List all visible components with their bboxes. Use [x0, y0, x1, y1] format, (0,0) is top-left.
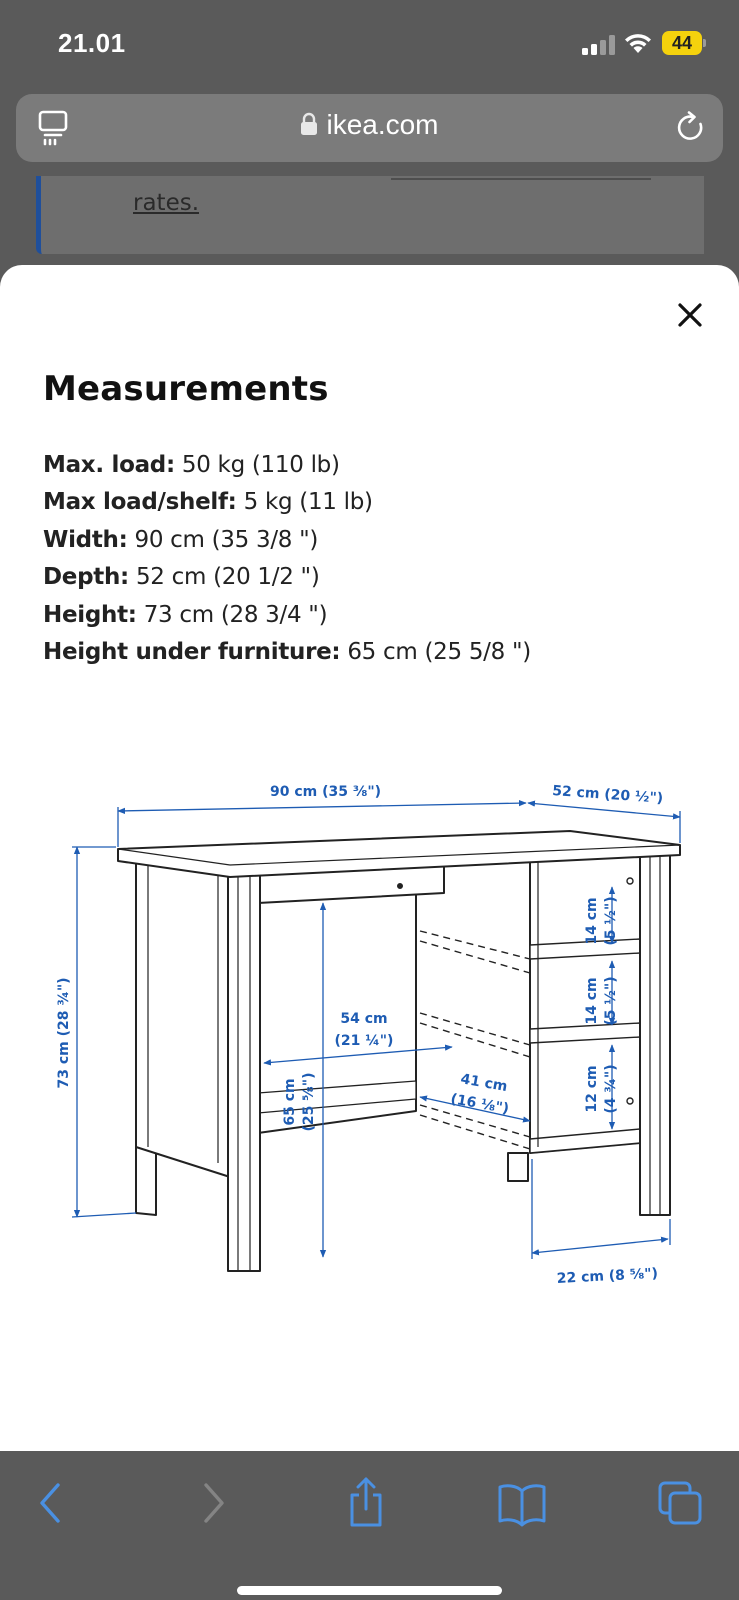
- shelf1-cm-label: 14 cm: [584, 897, 600, 945]
- spec-label: Height under furniture:: [43, 638, 341, 665]
- inner-depth-in-label: (16 ⅛"): [449, 1091, 511, 1118]
- address-bar[interactable]: [16, 94, 723, 162]
- spec-row-height: [43, 597, 723, 634]
- measurements-sheet: [0, 265, 739, 1451]
- shelf2-in-label: (5 ½"): [603, 976, 619, 1026]
- url-text: ikea.com: [326, 109, 439, 140]
- shelf3-cm-label: 12 cm: [584, 1065, 600, 1113]
- spec-label: Width:: [43, 526, 128, 553]
- width-label: 90 cm (35 ⅜"): [270, 784, 382, 800]
- background-page: [0, 176, 739, 266]
- forward-arrow-icon[interactable]: [184, 1477, 240, 1529]
- inner-width-cm-label: 54 cm: [340, 1011, 388, 1027]
- spec-row-width: [43, 522, 723, 559]
- spec-row-height-under: [43, 634, 723, 671]
- shelf-depth-label: 22 cm (8 ⅝"): [556, 1265, 659, 1287]
- rates-link[interactable]: rates.: [133, 190, 200, 216]
- sheet-title: Measurements: [43, 369, 329, 409]
- wifi-icon: [624, 32, 652, 54]
- close-icon[interactable]: [668, 293, 712, 337]
- measurement-list: [43, 447, 723, 671]
- spec-row-depth: [43, 559, 723, 596]
- info-card: [36, 176, 704, 254]
- share-icon[interactable]: [338, 1477, 394, 1529]
- back-arrow-icon[interactable]: [24, 1477, 80, 1529]
- spec-value: 65 cm (25 5/8 "): [347, 638, 531, 665]
- reload-icon[interactable]: [676, 111, 706, 143]
- depth-label: 52 cm (20 ½"): [551, 783, 664, 807]
- inner-depth-cm-label: 41 cm: [459, 1071, 509, 1096]
- shelf2-cm-label: 14 cm: [584, 977, 600, 1025]
- shelf1-in-label: (5 ½"): [603, 896, 619, 946]
- battery-indicator: [662, 31, 704, 55]
- browser-toolbar: [0, 1451, 739, 1600]
- under-height-in-label: (25 ⅝"): [301, 1072, 317, 1132]
- shelf3-in-label: (4 ¾"): [603, 1064, 619, 1114]
- spec-value: 73 cm (28 3/4 "): [143, 601, 328, 628]
- spec-row-max-load-shelf: [43, 484, 723, 521]
- url-display[interactable]: [16, 94, 723, 162]
- desk-dimension-diagram: [0, 763, 739, 1323]
- home-indicator[interactable]: [237, 1586, 502, 1595]
- lock-icon: [300, 112, 318, 136]
- status-time: 21.01: [58, 28, 126, 58]
- spec-label: Height:: [43, 601, 137, 628]
- spec-value: 5 kg (11 lb): [243, 489, 373, 516]
- cellular-signal-icon: [582, 35, 615, 55]
- spec-row-max-load: [43, 447, 723, 484]
- spec-value: 52 cm (20 1/2 "): [135, 564, 320, 591]
- bookmarks-icon[interactable]: [494, 1477, 550, 1529]
- height-label: 73 cm (28 ¾"): [56, 977, 72, 1089]
- under-height-cm-label: 65 cm: [282, 1078, 298, 1126]
- status-bar: [0, 0, 739, 88]
- battery-level: 44: [671, 33, 693, 53]
- spec-value: 50 kg (110 lb): [181, 452, 340, 478]
- spec-label: Depth:: [43, 564, 129, 591]
- spec-label: Max load/shelf:: [43, 489, 237, 516]
- tabs-icon[interactable]: [654, 1477, 710, 1529]
- spec-value: 90 cm (35 3/8 "): [134, 526, 319, 553]
- inner-width-in-label: (21 ¼"): [334, 1033, 394, 1049]
- spec-label: Max. load:: [43, 452, 175, 478]
